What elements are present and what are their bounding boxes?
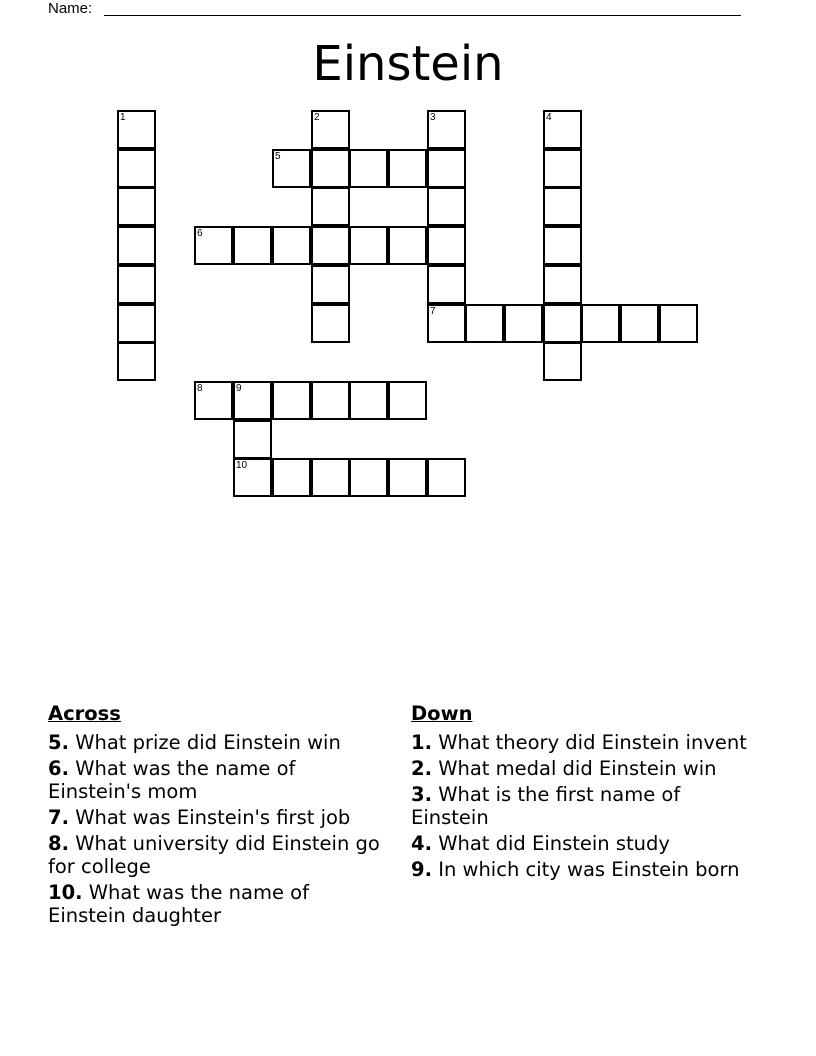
grid-cell[interactable] <box>117 187 156 226</box>
grid-cell[interactable] <box>272 149 311 188</box>
grid-cell[interactable] <box>194 226 233 265</box>
name-label: Name: <box>48 0 93 17</box>
grid-cell[interactable] <box>504 304 543 343</box>
grid-cell[interactable] <box>427 304 466 343</box>
cell-number: 5 <box>275 151 281 162</box>
grid-cell[interactable] <box>465 304 504 343</box>
grid-cell[interactable] <box>388 458 427 497</box>
grid-cell[interactable] <box>349 149 388 188</box>
across-clue-list <box>48 731 388 927</box>
grid-cell[interactable] <box>427 187 466 226</box>
grid-cell[interactable] <box>117 226 156 265</box>
clue-text: What prize did Einstein win <box>75 731 341 754</box>
down-clues <box>411 702 756 884</box>
grid-cell[interactable] <box>388 381 427 420</box>
clue-across-10 <box>48 881 388 927</box>
grid-cell[interactable] <box>272 226 311 265</box>
grid-cell[interactable] <box>233 381 272 420</box>
grid-cell[interactable] <box>311 226 350 265</box>
cell-number: 1 <box>120 112 126 123</box>
clue-text: What theory did Einstein invent <box>438 731 747 754</box>
grid-cell[interactable] <box>311 458 350 497</box>
clue-down-9 <box>411 858 756 881</box>
grid-cell[interactable] <box>388 149 427 188</box>
cell-number: 6 <box>197 228 203 239</box>
clue-number: 1. <box>411 731 432 754</box>
clue-down-3 <box>411 783 756 829</box>
grid-cell[interactable] <box>427 110 466 149</box>
clue-text: What was the name of Einstein daughter <box>48 881 309 927</box>
grid-cell[interactable] <box>581 304 620 343</box>
clue-text: What did Einstein study <box>438 832 670 855</box>
across-heading: Across <box>48 702 121 725</box>
grid-cell[interactable] <box>543 226 582 265</box>
grid-cell[interactable] <box>194 381 233 420</box>
clue-number: 2. <box>411 757 432 780</box>
grid-cell[interactable] <box>427 458 466 497</box>
grid-cell[interactable] <box>233 420 272 459</box>
grid-cell[interactable] <box>349 226 388 265</box>
clue-down-4 <box>411 832 756 855</box>
clue-down-1 <box>411 731 756 754</box>
cell-number: 4 <box>546 112 552 123</box>
grid-cell[interactable] <box>388 226 427 265</box>
grid-cell[interactable] <box>311 265 350 304</box>
clue-across-7 <box>48 806 388 829</box>
clue-number: 8. <box>48 832 69 855</box>
clue-text: What was the name of Einstein's mom <box>48 757 296 803</box>
clue-text: What is the first name of Einstein <box>411 783 681 829</box>
grid-cell[interactable] <box>543 149 582 188</box>
puzzle-title: Einstein <box>312 36 504 92</box>
grid-cell[interactable] <box>543 342 582 381</box>
clue-text: In which city was Einstein born <box>438 858 740 881</box>
clue-text: What university did Einstein go for college <box>48 832 380 878</box>
grid-cell[interactable] <box>349 458 388 497</box>
grid-cell[interactable] <box>427 265 466 304</box>
grid-cell[interactable] <box>272 381 311 420</box>
grid-cell[interactable] <box>233 458 272 497</box>
grid-cell[interactable] <box>117 342 156 381</box>
grid-cell[interactable] <box>311 149 350 188</box>
cell-number: 10 <box>236 460 248 471</box>
grid-cell[interactable] <box>620 304 659 343</box>
cell-number: 9 <box>236 383 242 394</box>
clue-number: 6. <box>48 757 69 780</box>
grid-cell[interactable] <box>543 187 582 226</box>
grid-cell[interactable] <box>233 226 272 265</box>
clue-text: What was Einstein's first job <box>75 806 351 829</box>
clue-across-8 <box>48 832 388 878</box>
clue-number: 4. <box>411 832 432 855</box>
grid-cell[interactable] <box>543 110 582 149</box>
clue-number: 3. <box>411 783 432 806</box>
grid-cell[interactable] <box>272 458 311 497</box>
grid-cell[interactable] <box>427 149 466 188</box>
clue-number: 5. <box>48 731 69 754</box>
across-clues <box>48 702 388 930</box>
grid-cell[interactable] <box>117 110 156 149</box>
cell-number: 8 <box>197 383 203 394</box>
grid-cell[interactable] <box>117 265 156 304</box>
clue-text: What medal did Einstein win <box>438 757 717 780</box>
grid-cell[interactable] <box>543 304 582 343</box>
clue-down-2 <box>411 757 756 780</box>
clue-across-5 <box>48 731 388 754</box>
down-clue-list <box>411 731 756 881</box>
grid-cell[interactable] <box>117 149 156 188</box>
cell-number: 7 <box>430 306 436 317</box>
grid-cell[interactable] <box>311 110 350 149</box>
cell-number: 3 <box>430 112 436 123</box>
grid-cell[interactable] <box>659 304 698 343</box>
grid-cell[interactable] <box>117 304 156 343</box>
clue-across-6 <box>48 757 388 803</box>
grid-cell[interactable] <box>311 381 350 420</box>
grid-cell[interactable] <box>311 187 350 226</box>
grid-cell[interactable] <box>311 304 350 343</box>
clue-number: 7. <box>48 806 69 829</box>
grid-cell[interactable] <box>349 381 388 420</box>
grid-cell[interactable] <box>427 226 466 265</box>
clue-number: 9. <box>411 858 432 881</box>
cell-number: 2 <box>314 112 320 123</box>
clue-number: 10. <box>48 881 83 904</box>
down-heading: Down <box>411 702 473 725</box>
grid-cell[interactable] <box>543 265 582 304</box>
